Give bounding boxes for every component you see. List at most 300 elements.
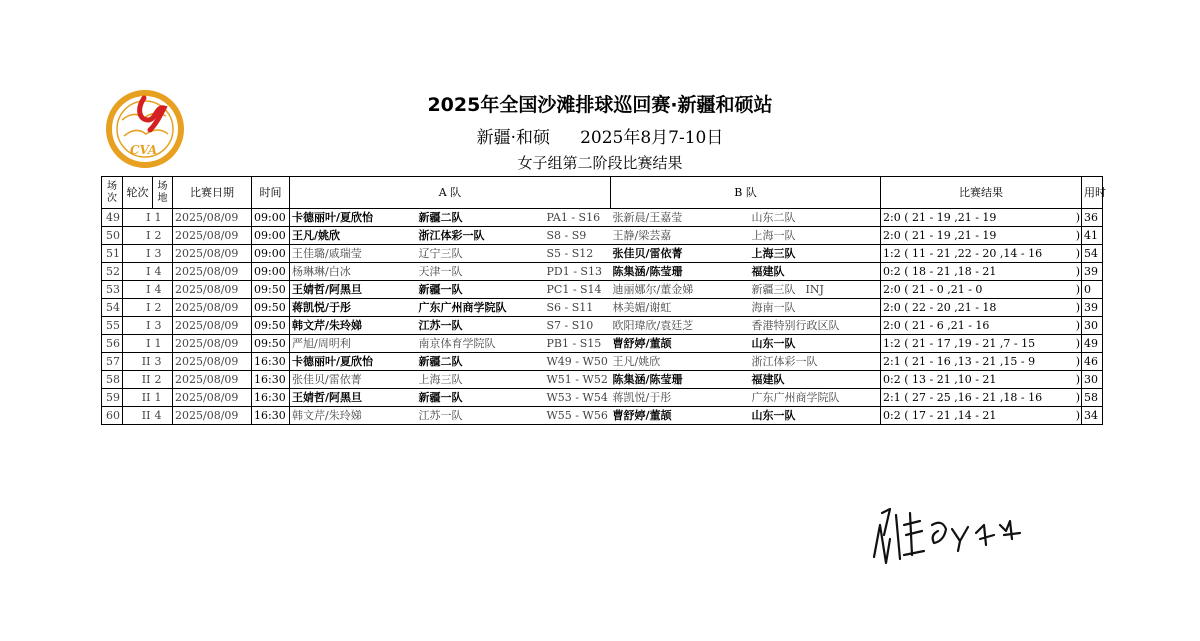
table-row — [102, 227, 1103, 245]
cva-logo — [104, 90, 186, 168]
team-a-players-cell — [290, 407, 415, 425]
team-a-name-cell — [415, 407, 545, 425]
table-row — [102, 407, 1103, 425]
court-cell — [153, 227, 173, 245]
team-b-players-cell — [611, 227, 750, 245]
date-cell — [173, 371, 252, 389]
score-cell — [881, 263, 1082, 281]
round-cell — [123, 371, 153, 389]
round-text: I — [146, 229, 151, 242]
time-cell — [252, 245, 290, 263]
team-a-players-text: 韩文芹/朱玲娣 — [292, 319, 363, 332]
date-text: 2025/08/09 — [175, 337, 239, 350]
table-row — [102, 281, 1103, 299]
round-cell — [123, 317, 153, 335]
time-text: 09:00 — [254, 265, 286, 278]
team-a-players-text: 张佳贝/雷依菁 — [292, 373, 362, 386]
score-text: 2:0 ( 21 - 6 ,21 - 16 — [883, 319, 990, 332]
duration-text: 30 — [1084, 319, 1099, 332]
event-info — [300, 123, 900, 148]
team-b-players-cell — [611, 245, 750, 263]
team-a-name-text: 江苏一队 — [418, 409, 463, 422]
duration-cell — [1082, 407, 1103, 425]
time-cell — [252, 335, 290, 353]
team-a-players-cell — [290, 263, 415, 281]
round-text: I — [146, 319, 151, 332]
time-text: 09:50 — [254, 319, 286, 332]
seed-text: PD1 - S13 — [546, 265, 602, 278]
team-b-name-cell — [750, 209, 881, 227]
match-no-text: 60 — [106, 409, 120, 422]
header-court: 场地 — [153, 177, 173, 209]
duration-cell — [1082, 209, 1103, 227]
court-text: 3 — [154, 247, 162, 260]
time-cell — [252, 317, 290, 335]
match-no-cell — [102, 263, 123, 281]
round-text: I — [146, 265, 151, 278]
match-no-text: 59 — [106, 391, 120, 404]
court-cell — [153, 245, 173, 263]
duration-text: 54 — [1084, 247, 1099, 260]
duration-cell — [1082, 281, 1103, 299]
score-cell — [881, 353, 1082, 371]
team-a-players-text: 王婧哲/阿黑旦 — [292, 283, 363, 296]
score-close-paren: ) — [1075, 283, 1081, 296]
round-text: I — [146, 283, 151, 296]
date-cell — [173, 281, 252, 299]
team-b-players-text: 曹舒婷/董颉 — [612, 337, 672, 350]
match-no-text: 53 — [106, 283, 120, 296]
team-a-name-text: 江苏一队 — [418, 319, 463, 332]
team-b-name-text: 新疆三队 — [751, 283, 796, 296]
score-cell — [881, 371, 1082, 389]
round-text: II — [141, 373, 151, 386]
seed-text: S5 - S12 — [546, 247, 594, 260]
round-cell — [123, 227, 153, 245]
duration-text: 0 — [1084, 283, 1092, 296]
seed-cell — [545, 299, 611, 317]
seed-text: S7 - S10 — [546, 319, 594, 332]
court-cell — [153, 389, 173, 407]
seed-cell — [545, 407, 611, 425]
team-b-name-text: 海南一队 — [751, 301, 796, 314]
score-cell — [881, 335, 1082, 353]
team-a-players-text: 杨琳琳/白冰 — [292, 265, 351, 278]
time-text: 16:30 — [254, 391, 286, 404]
team-b-name-cell — [750, 263, 881, 281]
header-date: 比赛日期 — [173, 177, 252, 209]
team-b-name-cell — [750, 371, 881, 389]
table-header-row — [102, 177, 1103, 209]
header-team-b: B 队 — [611, 177, 881, 209]
date-text: 2025/08/09 — [175, 373, 239, 386]
team-a-players-text: 王凡/姚欣 — [292, 229, 341, 242]
team-b-players-text: 陈集涵/陈莹珊 — [612, 265, 683, 278]
time-cell — [252, 281, 290, 299]
team-a-players-text: 蒋凯悦/于彤 — [292, 301, 352, 314]
round-cell — [123, 389, 153, 407]
table-row — [102, 353, 1103, 371]
page-title: 2025年全国沙滩排球巡回赛·新疆和硕站 — [427, 94, 773, 116]
duration-text: 36 — [1084, 211, 1099, 224]
court-cell — [153, 371, 173, 389]
round-cell — [123, 209, 153, 227]
score-close-paren: ) — [1075, 337, 1081, 350]
court-text: 1 — [154, 337, 162, 350]
seed-cell — [545, 353, 611, 371]
team-a-name-text: 辽宁三队 — [418, 247, 463, 260]
team-b-players-text: 王凡/姚欣 — [612, 355, 661, 368]
score-cell — [881, 389, 1082, 407]
team-a-players-cell — [290, 227, 415, 245]
team-a-name-cell — [415, 227, 545, 245]
court-cell — [153, 281, 173, 299]
score-close-paren: ) — [1075, 319, 1081, 332]
score-text: 1:2 ( 11 - 21 ,22 - 20 ,14 - 16 — [883, 247, 1043, 260]
team-a-name-text: 新疆一队 — [418, 283, 463, 296]
team-b-players-text: 林美媚/谢虹 — [612, 301, 672, 314]
team-b-name-cell — [750, 245, 881, 263]
team-a-name-cell — [415, 353, 545, 371]
seed-cell — [545, 389, 611, 407]
header-match-no: 场次 — [102, 177, 123, 209]
team-b-players-text: 曹舒婷/董颉 — [612, 409, 672, 422]
team-a-players-text: 严旭/周明利 — [292, 337, 351, 350]
table-row — [102, 371, 1103, 389]
table-row — [102, 245, 1103, 263]
duration-text: 41 — [1084, 229, 1099, 242]
table-row — [102, 263, 1103, 281]
team-a-name-text: 广东广州商学院队 — [418, 301, 507, 314]
header-duration: 用时 — [1082, 177, 1103, 209]
round-text: II — [141, 409, 151, 422]
duration-cell — [1082, 317, 1103, 335]
match-no-text: 51 — [106, 247, 120, 260]
match-no-cell — [102, 335, 123, 353]
round-text: I — [146, 337, 151, 350]
team-b-players-cell — [611, 335, 750, 353]
team-b-name-cell — [750, 353, 881, 371]
team-a-players-cell — [290, 245, 415, 263]
court-text: 1 — [154, 211, 162, 224]
seed-cell — [545, 317, 611, 335]
seed-cell — [545, 335, 611, 353]
svg-text:CVA: CVA — [130, 143, 158, 157]
seed-text: W51 - W52 — [546, 373, 608, 386]
team-a-name-cell — [415, 371, 545, 389]
match-no-cell — [102, 371, 123, 389]
team-b-players-cell — [611, 209, 750, 227]
seed-text: S8 - S9 — [546, 229, 587, 242]
court-cell — [153, 317, 173, 335]
team-a-players-text: 王婧哲/阿黑旦 — [292, 391, 363, 404]
score-cell — [881, 317, 1082, 335]
score-close-paren: ) — [1075, 373, 1081, 386]
team-b-name-text: 山东一队 — [751, 409, 796, 422]
team-a-name-cell — [415, 317, 545, 335]
team-a-players-cell — [290, 209, 415, 227]
seed-text: PA1 - S16 — [546, 211, 601, 224]
table-row — [102, 389, 1103, 407]
event-location: 新疆·和硕 — [476, 128, 551, 148]
referee-signature — [860, 495, 1030, 575]
header-team-a: A 队 — [290, 177, 611, 209]
event-dates: 2025年8月7-10日 — [580, 128, 724, 148]
score-cell — [881, 407, 1082, 425]
time-cell — [252, 407, 290, 425]
score-cell — [881, 299, 1082, 317]
court-cell — [153, 299, 173, 317]
duration-text: 34 — [1084, 409, 1099, 422]
court-cell — [153, 335, 173, 353]
team-b-players-text: 迪丽娜尔/董金娣 — [612, 283, 694, 296]
team-b-players-cell — [611, 389, 750, 407]
team-a-players-text: 卡德丽叶/夏欣怡 — [292, 355, 374, 368]
score-close-paren: ) — [1075, 247, 1081, 260]
court-cell — [153, 353, 173, 371]
team-a-name-cell — [415, 245, 545, 263]
duration-text: 39 — [1084, 265, 1099, 278]
court-cell — [153, 209, 173, 227]
team-a-players-cell — [290, 371, 415, 389]
score-close-paren: ) — [1075, 355, 1081, 368]
team-a-players-text: 王佳璐/戚瑞莹 — [292, 247, 362, 260]
duration-text: 30 — [1084, 373, 1099, 386]
date-text: 2025/08/09 — [175, 265, 239, 278]
score-cell — [881, 245, 1082, 263]
duration-cell — [1082, 371, 1103, 389]
score-close-paren: ) — [1075, 391, 1081, 404]
seed-cell — [545, 371, 611, 389]
team-b-players-cell — [611, 407, 750, 425]
seed-text: PB1 - S15 — [546, 337, 602, 350]
duration-cell — [1082, 335, 1103, 353]
match-no-text: 58 — [106, 373, 120, 386]
round-text: I — [146, 211, 151, 224]
match-no-text: 50 — [106, 229, 120, 242]
team-b-name-text: 上海一队 — [751, 229, 796, 242]
time-text: 16:30 — [254, 355, 286, 368]
time-cell — [252, 299, 290, 317]
time-text: 16:30 — [254, 409, 286, 422]
seed-text: PC1 - S14 — [546, 283, 602, 296]
seed-text: W49 - W50 — [546, 355, 608, 368]
team-b-players-cell — [611, 263, 750, 281]
team-b-players-cell — [611, 371, 750, 389]
team-a-players-cell — [290, 353, 415, 371]
match-no-text: 54 — [106, 301, 120, 314]
time-cell — [252, 227, 290, 245]
score-text: 0:2 ( 18 - 21 ,18 - 21 — [883, 265, 997, 278]
team-a-players-cell — [290, 281, 415, 299]
team-a-players-cell — [290, 389, 415, 407]
seed-cell — [545, 245, 611, 263]
court-text: 3 — [154, 319, 162, 332]
team-a-name-text: 上海三队 — [418, 373, 463, 386]
team-a-name-cell — [415, 263, 545, 281]
time-cell — [252, 389, 290, 407]
header-round: 轮次 — [123, 177, 153, 209]
score-cell — [881, 281, 1082, 299]
duration-cell — [1082, 353, 1103, 371]
team-b-name-text: 山东一队 — [751, 337, 796, 350]
team-b-name-cell — [750, 281, 881, 299]
date-text: 2025/08/09 — [175, 301, 239, 314]
score-text: 2:1 ( 21 - 16 ,13 - 21 ,15 - 9 — [883, 355, 1036, 368]
round-cell — [123, 299, 153, 317]
time-cell — [252, 353, 290, 371]
court-text: 4 — [154, 283, 162, 296]
time-text: 09:50 — [254, 337, 286, 350]
court-text: 3 — [154, 355, 162, 368]
team-b-name-text: 福建队 — [751, 265, 785, 278]
score-text: 0:2 ( 13 - 21 ,10 - 21 — [883, 373, 997, 386]
time-cell — [252, 263, 290, 281]
team-a-name-text: 南京体育学院队 — [418, 337, 496, 350]
court-text: 2 — [154, 301, 162, 314]
round-cell — [123, 407, 153, 425]
date-text: 2025/08/09 — [175, 247, 239, 260]
team-b-players-text: 欧阳瑋欣/袁廷芝 — [612, 319, 694, 332]
seed-cell — [545, 281, 611, 299]
round-text: II — [141, 391, 151, 404]
time-text: 09:50 — [254, 283, 286, 296]
time-text: 09:00 — [254, 229, 286, 242]
date-text: 2025/08/09 — [175, 229, 239, 242]
team-a-players-text: 韩文芹/朱玲娣 — [292, 409, 362, 422]
team-a-name-text: 新疆一队 — [418, 391, 463, 404]
date-cell — [173, 353, 252, 371]
team-b-name-text: 山东二队 — [751, 211, 796, 224]
score-text: 1:2 ( 21 - 17 ,19 - 21 ,7 - 15 — [883, 337, 1036, 350]
date-text: 2025/08/09 — [175, 391, 239, 404]
score-text: 2:0 ( 22 - 20 ,21 - 18 — [883, 301, 997, 314]
match-no-cell — [102, 389, 123, 407]
table-row — [102, 209, 1103, 227]
seed-cell — [545, 209, 611, 227]
team-b-players-cell — [611, 317, 750, 335]
court-text: 2 — [154, 229, 162, 242]
team-a-players-cell — [290, 335, 415, 353]
team-b-players-text: 蒋凯悦/于彤 — [612, 391, 672, 404]
score-close-paren: ) — [1075, 229, 1081, 242]
round-text: I — [146, 247, 151, 260]
team-b-name-text: 广东广州商学院队 — [751, 391, 840, 404]
court-cell — [153, 263, 173, 281]
date-cell — [173, 407, 252, 425]
match-no-cell — [102, 281, 123, 299]
court-text: 4 — [154, 409, 162, 422]
court-cell — [153, 407, 173, 425]
team-b-players-text: 张佳贝/雷依菁 — [612, 247, 683, 260]
seed-cell — [545, 263, 611, 281]
seed-text: W53 - W54 — [546, 391, 608, 404]
duration-text: 46 — [1084, 355, 1099, 368]
team-b-name-cell — [750, 227, 881, 245]
round-cell — [123, 263, 153, 281]
date-cell — [173, 389, 252, 407]
table-row — [102, 317, 1103, 335]
match-no-text: 52 — [106, 265, 120, 278]
team-a-name-text: 天津一队 — [418, 265, 463, 278]
results-table — [101, 176, 1107, 425]
team-b-name-text: 香港特别行政区队 — [751, 319, 840, 332]
seed-cell — [545, 227, 611, 245]
team-b-note: INJ — [805, 283, 824, 296]
match-no-cell — [102, 317, 123, 335]
court-text: 1 — [154, 391, 162, 404]
team-a-name-cell — [415, 209, 545, 227]
team-b-name-text: 上海三队 — [751, 247, 796, 260]
time-text: 09:00 — [254, 247, 286, 260]
date-text: 2025/08/09 — [175, 319, 239, 332]
score-text: 2:1 ( 27 - 25 ,16 - 21 ,18 - 16 — [883, 391, 1043, 404]
team-b-name-cell — [750, 335, 881, 353]
score-text: 2:0 ( 21 - 19 ,21 - 19 — [883, 229, 997, 242]
team-b-name-cell — [750, 317, 881, 335]
score-close-paren: ) — [1075, 301, 1081, 314]
court-text: 4 — [154, 265, 162, 278]
duration-text: 49 — [1084, 337, 1099, 350]
team-b-name-cell — [750, 407, 881, 425]
seed-text: S6 - S11 — [546, 301, 594, 314]
duration-cell — [1082, 263, 1103, 281]
team-b-name-text: 福建队 — [751, 373, 785, 386]
match-no-cell — [102, 209, 123, 227]
team-b-name-cell — [750, 299, 881, 317]
round-cell — [123, 245, 153, 263]
date-cell — [173, 227, 252, 245]
page-subtitle: 女子组第二阶段比赛结果 — [517, 154, 683, 172]
duration-text: 58 — [1084, 391, 1099, 404]
team-a-name-cell — [415, 299, 545, 317]
date-cell — [173, 335, 252, 353]
team-a-name-text: 浙江体彩一队 — [418, 229, 485, 242]
score-close-paren: ) — [1075, 409, 1081, 422]
duration-cell — [1082, 299, 1103, 317]
team-b-players-cell — [611, 299, 750, 317]
date-cell — [173, 245, 252, 263]
score-close-paren: ) — [1075, 211, 1081, 224]
score-cell — [881, 209, 1082, 227]
time-cell — [252, 209, 290, 227]
time-text: 09:00 — [254, 211, 286, 224]
team-a-name-cell — [415, 335, 545, 353]
round-text: I — [146, 301, 151, 314]
score-close-paren: ) — [1075, 265, 1081, 278]
duration-cell — [1082, 245, 1103, 263]
date-text: 2025/08/09 — [175, 355, 239, 368]
time-cell — [252, 371, 290, 389]
round-cell — [123, 335, 153, 353]
team-b-players-text: 张新晨/王嘉莹 — [612, 211, 683, 224]
header-time: 时间 — [252, 177, 290, 209]
round-cell — [123, 353, 153, 371]
date-text: 2025/08/09 — [175, 409, 239, 422]
duration-cell — [1082, 227, 1103, 245]
score-text: 2:0 ( 21 - 0 ,21 - 0 — [883, 283, 983, 296]
team-b-name-cell — [750, 389, 881, 407]
time-text: 16:30 — [254, 373, 286, 386]
score-text: 2:0 ( 21 - 19 ,21 - 19 — [883, 211, 997, 224]
round-text: II — [141, 355, 151, 368]
seed-text: W55 - W56 — [546, 409, 608, 422]
match-no-text: 57 — [106, 355, 120, 368]
match-no-cell — [102, 407, 123, 425]
match-no-text: 56 — [106, 337, 120, 350]
court-text: 2 — [154, 373, 162, 386]
score-cell — [881, 227, 1082, 245]
